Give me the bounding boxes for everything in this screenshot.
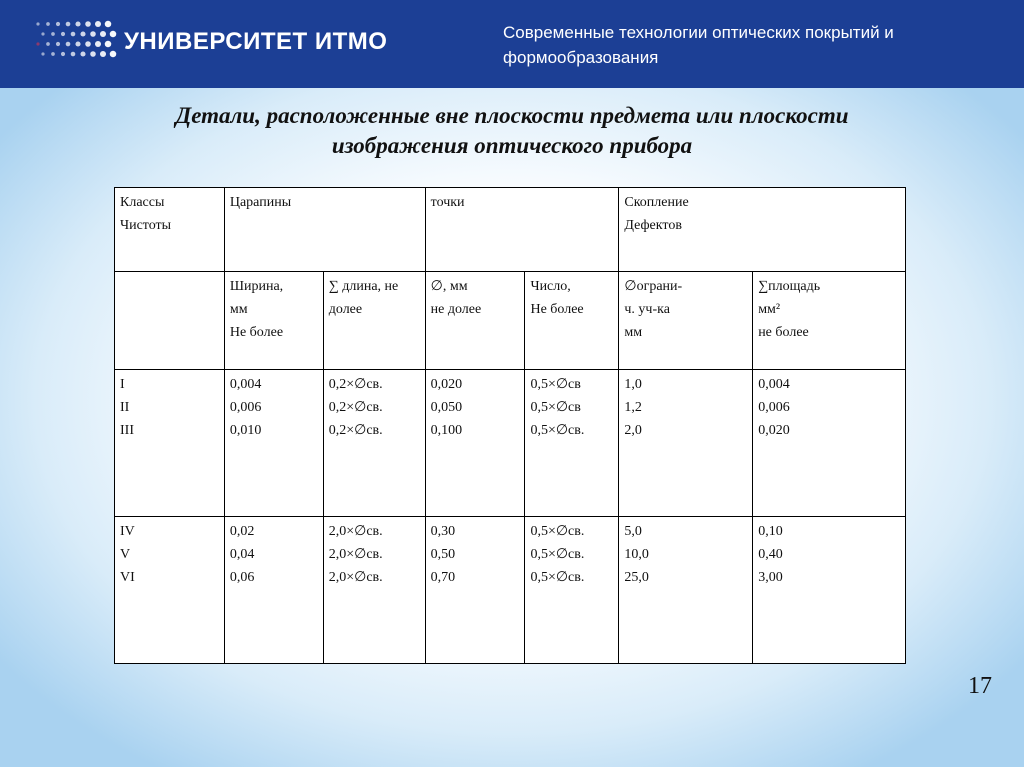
course-title [503, 20, 1003, 70]
cell-total-area: 0,004 0,006 0,020 [753, 370, 906, 517]
itmo-logo-dots-icon [30, 18, 120, 60]
cell-total-length: 2,0×∅св. 2,0×∅св. 2,0×∅св. [323, 517, 425, 664]
subheader-cell-total-length: ∑ длина, не долее [323, 272, 425, 370]
header-bar [0, 0, 1024, 88]
table-row-classes-1-3 [115, 370, 906, 517]
table-subheader-row [115, 272, 906, 370]
cell-total-area: 0,10 0,40 3,00 [753, 517, 906, 664]
slide-title [60, 101, 964, 161]
slide-title-line-2: изображения оптического прибора [331, 133, 693, 158]
course-title-line-2: формообразования [503, 48, 659, 67]
cell-limited-area: 5,0 10,0 25,0 [619, 517, 753, 664]
cell-classes: I II III [115, 370, 225, 517]
header-cell-scratches: Царапины [224, 188, 425, 272]
cell-classes: IV V VI [115, 517, 225, 664]
cell-count: 0,5×∅св 0,5×∅св 0,5×∅св. [525, 370, 619, 517]
logo-text: УНИВЕРСИТЕТ ИТМО [124, 28, 388, 55]
cell-width: 0,004 0,006 0,010 [224, 370, 323, 517]
cell-diameter: 0,020 0,050 0,100 [425, 370, 525, 517]
header-cell-classes: Классы Чистоты [115, 188, 225, 272]
table-header-row [115, 188, 906, 272]
subheader-cell-total-area: ∑площадь мм² не более [753, 272, 906, 370]
cell-total-length: 0,2×∅св. 0,2×∅св. 0,2×∅св. [323, 370, 425, 517]
subheader-cell-limited-area: ∅ограни- ч. уч-ка мм [619, 272, 753, 370]
table-row-classes-4-6 [115, 517, 906, 664]
cell-limited-area: 1,0 1,2 2,0 [619, 370, 753, 517]
subheader-cell-empty [115, 272, 225, 370]
subheader-cell-count: Число, Не более [525, 272, 619, 370]
subheader-cell-width: Ширина, мм Не более [224, 272, 323, 370]
cell-diameter: 0,30 0,50 0,70 [425, 517, 525, 664]
course-title-line-1: Современные технологии оптических покрытий и [503, 23, 894, 42]
subheader-cell-diameter: ∅, мм не долее [425, 272, 525, 370]
page-number: 17 [968, 673, 992, 699]
cell-width: 0,02 0,04 0,06 [224, 517, 323, 664]
cell-count: 0,5×∅св. 0,5×∅св. 0,5×∅св. [525, 517, 619, 664]
slide-title-line-1: Детали, расположенные вне плоскости предмета или плоскости [175, 103, 849, 128]
defects-table [114, 187, 906, 664]
header-cell-cluster: Скопление Дефектов [619, 188, 906, 272]
header-cell-points: точки [425, 188, 619, 272]
